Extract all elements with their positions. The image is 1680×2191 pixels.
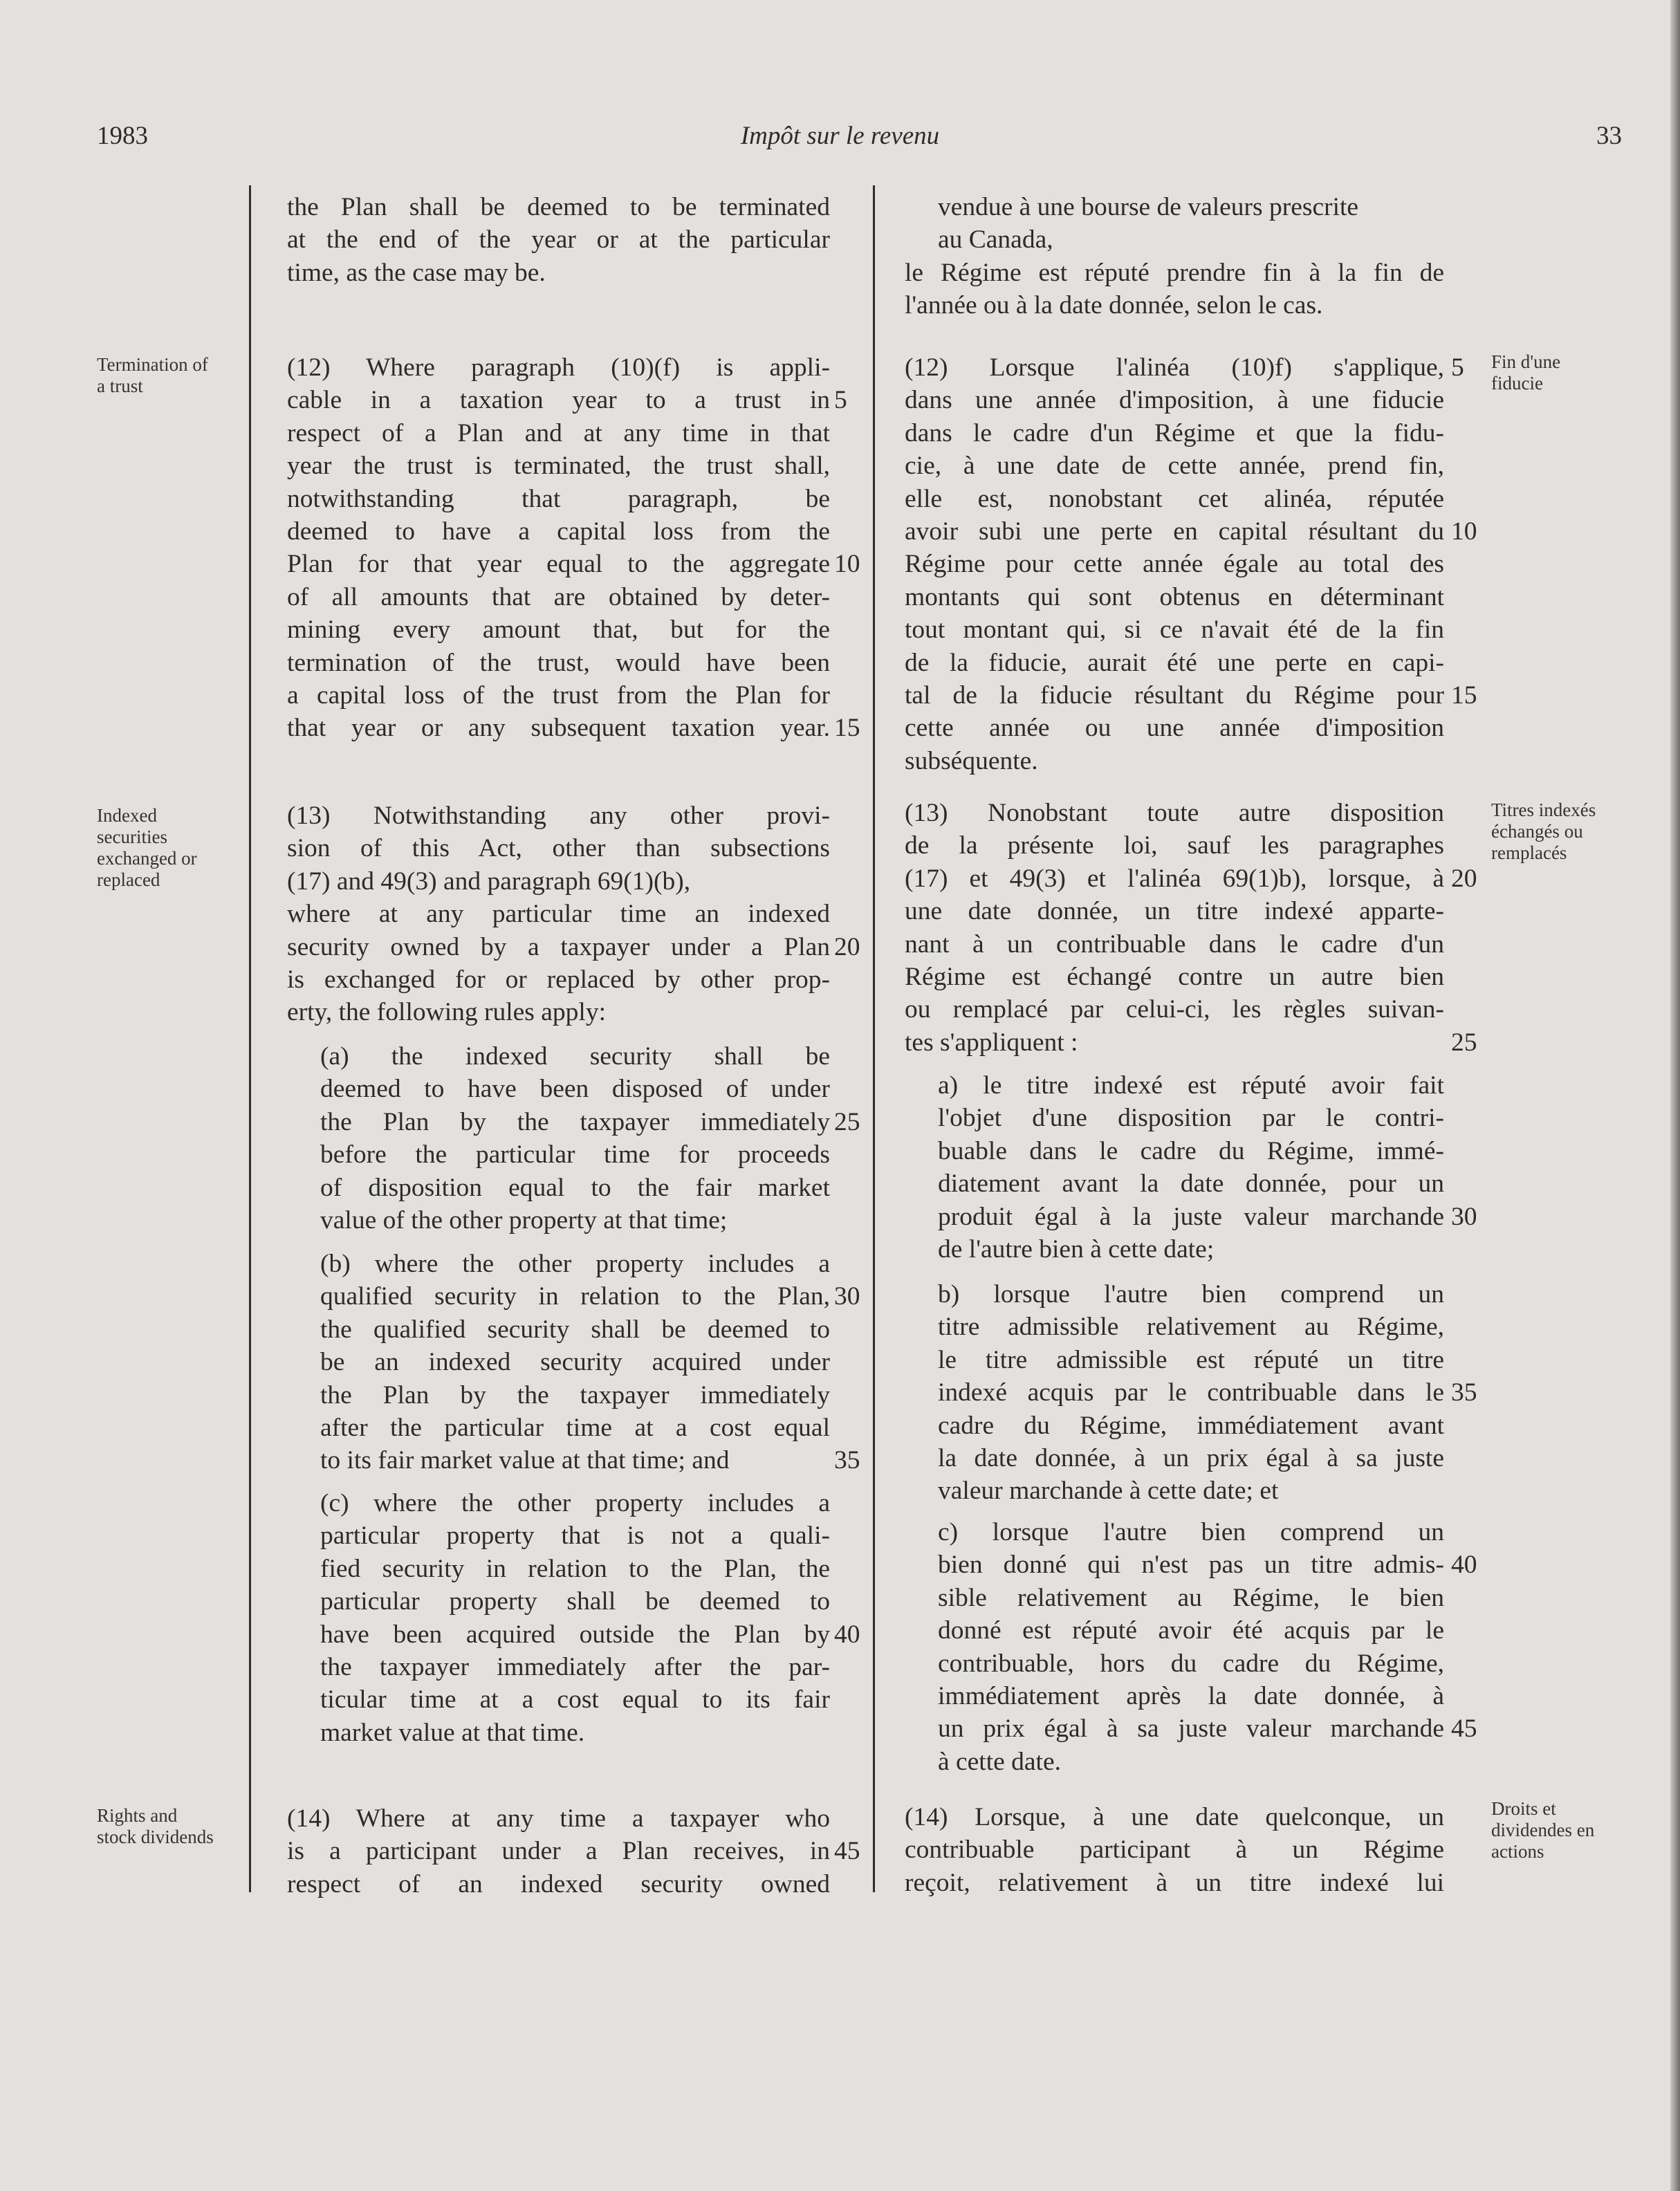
text-line: un prix égal à sa juste valeur marchande 45 — [938, 1712, 1444, 1745]
scan-edge — [1670, 0, 1680, 2191]
english-intro-paragraph — [287, 191, 830, 289]
text-line: le titre admissible est réputé un titre — [938, 1345, 1444, 1374]
text-line: de l'autre bien à cette date; — [938, 1235, 1215, 1264]
text-line: b) lorsque l'autre bien comprend un — [938, 1280, 1444, 1309]
text-line: termination of the trust, would have been — [287, 648, 830, 677]
line-number: 15 — [1451, 681, 1477, 710]
text-line: the qualified security shall be deemed to — [320, 1315, 830, 1344]
text-line: (14) Lorsque, à une date quelconque, un — [905, 1803, 1444, 1831]
text-line: a) le titre indexé est réputé avoir fait — [938, 1071, 1444, 1100]
text-line: buable dans le cadre du Régime, immé- — [938, 1136, 1444, 1165]
margin-note-droits-dividendes: Droits et dividendes en actions — [1491, 1798, 1595, 1862]
text-line: at the end of the year or at the particular — [287, 225, 830, 255]
english-subsection-12 — [287, 351, 860, 745]
text-line: the Plan shall be deemed to be terminated — [287, 193, 830, 221]
text-line: cie, à une date de cette année, prend fin, — [905, 452, 1444, 481]
text-line: respect of a Plan and at any time in that — [287, 418, 830, 447]
text-line: security owned by a taxpayer under a Plan 20 — [287, 931, 830, 963]
line-number: 35 — [834, 1446, 860, 1475]
text-line: contribuable participant à un Régime — [905, 1836, 1444, 1865]
text-line: before the particular time for proceeds — [320, 1140, 830, 1170]
margin-note-rights-and-stock-dividends: Rights and stock dividends — [97, 1805, 214, 1847]
line-number: 45 — [1451, 1714, 1477, 1744]
text-line: Régime pour cette année égale au total des — [905, 550, 1444, 579]
text-line: le Régime est réputé prendre fin à la fin de — [905, 258, 1444, 287]
text-line: qualified security in relation to the Plan, 30 — [320, 1280, 830, 1313]
left-column-rule — [249, 185, 251, 1892]
text-line: (12) Lorsque l'alinéa (10)f) s'applique, 5 — [905, 351, 1444, 384]
text-line: value of the other property at that time; — [320, 1206, 728, 1235]
english-subsection-14 — [287, 1802, 860, 1901]
line-number: 15 — [834, 714, 860, 743]
text-line: de la présente loi, sauf les paragraphes — [905, 831, 1444, 860]
page-number: 33 — [1596, 122, 1622, 150]
french-subsection-12 — [905, 351, 1477, 777]
text-line: ou remplacé par celui-ci, les règles suivan- — [905, 995, 1444, 1024]
text-line: montants qui sont obtenus en déterminant — [905, 582, 1444, 611]
text-line: au Canada, — [938, 225, 1053, 255]
text-line: mining every amount that, but for the — [287, 616, 830, 645]
line-number: 25 — [834, 1107, 860, 1136]
text-line: sion of this Act, other than subsections — [287, 834, 830, 863]
line-number: 20 — [834, 932, 860, 961]
text-line: (13) Nonobstant toute autre disposition — [905, 799, 1444, 827]
line-number: 10 — [834, 550, 860, 579]
line-number: 5 — [1451, 353, 1464, 382]
text-line: cadre du Régime, immédiatement avant — [938, 1411, 1444, 1440]
text-line: c) lorsque l'autre bien comprend un — [938, 1518, 1444, 1546]
line-number: 5 — [834, 386, 847, 415]
text-line: is exchanged for or replaced by other prop- — [287, 965, 830, 995]
text-line: the Plan by the taxpayer immediately 25 — [320, 1106, 830, 1138]
text-line: be an indexed security acquired under — [320, 1348, 830, 1377]
text-line: tes s'appliquent : 25 — [905, 1026, 1444, 1059]
text-line: (b) where the other property includes a — [320, 1250, 830, 1278]
text-line: have been acquired outside the Plan by 40 — [320, 1618, 830, 1651]
text-line: (a) the indexed security shall be — [320, 1042, 830, 1071]
french-subsection-14 — [905, 1801, 1444, 1899]
text-line: respect of an indexed security owned — [287, 1869, 830, 1898]
text-line: elle est, nonobstant cet alinéa, réputée — [905, 484, 1444, 513]
line-number: 45 — [834, 1837, 860, 1866]
line-number: 40 — [834, 1620, 860, 1649]
text-line: year the trust is terminated, the trust shall, — [287, 452, 830, 481]
text-line: reçoit, relativement à un titre indexé lui — [905, 1868, 1444, 1897]
text-line: immédiatement après la date donnée, à — [938, 1682, 1444, 1711]
text-line: market value at that time. — [320, 1718, 585, 1747]
text-line: of disposition equal to the fair market — [320, 1173, 830, 1202]
line-number: 40 — [1451, 1551, 1477, 1580]
french-subsection-13 — [905, 797, 1477, 1059]
text-line: to its fair market value at that time; and 35 — [320, 1444, 830, 1477]
text-line: (c) where the other property includes a — [320, 1489, 830, 1517]
french-paragraph-13a — [905, 1069, 1477, 1266]
text-line: of all amounts that are obtained by deter- — [287, 582, 830, 611]
french-paragraph-13b — [905, 1278, 1477, 1508]
text-line: tout montant qui, si ce n'avait été de la fin — [905, 616, 1444, 645]
text-line: (17) et 49(3) et l'alinéa 69(1)b), lorsque, à 20 — [905, 862, 1444, 895]
text-line: after the particular time at a cost equal — [320, 1414, 830, 1443]
english-paragraph-13b — [287, 1248, 860, 1477]
text-line: Plan for that year equal to the aggregate 10 — [287, 548, 830, 580]
text-line: tal de la fiducie résultant du Régime pour 15 — [905, 679, 1444, 712]
text-line: nant à un contribuable dans le cadre d'un — [905, 930, 1444, 959]
text-line: (13) Notwithstanding any other provi- — [287, 802, 830, 830]
margin-note-indexed-securities: Indexed securities exchanged or replaced — [97, 805, 197, 890]
margin-note-fin-fiducie: Fin d'une fiducie — [1491, 351, 1561, 394]
text-line: vendue à une bourse de valeurs prescrite — [938, 193, 1359, 221]
text-line: bien donné qui n'est pas un titre admis- 40 — [938, 1549, 1444, 1581]
margin-note-termination-of-trust: Termination of a trust — [97, 354, 208, 396]
line-number: 30 — [1451, 1202, 1477, 1231]
text-line: valeur marchande à cette date; et — [938, 1477, 1279, 1506]
text-line: ticular time at a cost equal to its fair — [320, 1685, 830, 1714]
text-line: particular property shall be deemed to — [320, 1587, 830, 1616]
text-line: cable in a taxation year to a trust in 5 — [287, 384, 830, 416]
french-intro-paragraph — [905, 191, 1444, 322]
text-line: that year or any subsequent taxation year. 15 — [287, 712, 830, 744]
header-year: 1983 — [97, 122, 148, 150]
text-line: contribuable, hors du cadre du Régime, — [938, 1649, 1444, 1678]
center-column-rule — [873, 185, 875, 1892]
text-line: the Plan by the taxpayer immediately — [320, 1380, 830, 1409]
english-paragraph-13c — [287, 1487, 860, 1749]
line-number: 25 — [1451, 1028, 1477, 1057]
text-line: the taxpayer immediately after the par- — [320, 1653, 830, 1682]
text-line: l'objet d'une disposition par le contri- — [938, 1104, 1444, 1133]
text-line: (12) Where paragraph (10)(f) is appli- — [287, 353, 830, 382]
line-number: 35 — [1451, 1378, 1477, 1407]
english-subsection-13 — [287, 799, 860, 1029]
text-line: titre admissible relativement au Régime, — [938, 1313, 1444, 1342]
text-line: Régime est échangé contre un autre bien — [905, 963, 1444, 992]
text-line: cette année ou une année d'imposition — [905, 714, 1444, 743]
text-line: where at any particular time an indexed — [287, 900, 830, 929]
text-line: produit égal à la juste valeur marchande 30 — [938, 1201, 1444, 1233]
line-number: 10 — [1451, 517, 1477, 546]
text-line: dans le cadre d'un Régime et que la fidu- — [905, 418, 1444, 447]
text-line: subséquente. — [905, 746, 1038, 775]
text-line: avoir subi une perte en capital résultant du 10 — [905, 515, 1444, 548]
text-line: particular property that is not a quali- — [320, 1522, 830, 1551]
text-line: à cette date. — [938, 1747, 1061, 1776]
line-number: 20 — [1451, 864, 1477, 893]
text-line: sible relativement au Régime, le bien — [938, 1583, 1444, 1612]
text-line: dans une année d'imposition, à une fiducie — [905, 386, 1444, 415]
text-line: notwithstanding that paragraph, be — [287, 484, 830, 513]
english-paragraph-13a — [287, 1040, 860, 1237]
text-line: diatement avant la date donnée, pour un — [938, 1170, 1444, 1199]
text-line: (14) Where at any time a taxpayer who — [287, 1804, 830, 1833]
text-line: donné est réputé avoir été acquis par le — [938, 1616, 1444, 1645]
text-line: is a participant under a Plan receives, in 45 — [287, 1835, 830, 1867]
text-line: indexé acquis par le contribuable dans le 35 — [938, 1376, 1444, 1409]
french-paragraph-13c — [905, 1516, 1477, 1778]
margin-note-titres-indexes: Titres indexés échangés ou remplacés — [1491, 799, 1596, 863]
text-line: (17) and 49(3) and paragraph 69(1)(b), — [287, 867, 691, 896]
text-line: fied security in relation to the Plan, the — [320, 1554, 830, 1583]
line-number: 30 — [834, 1282, 860, 1311]
running-title: Impôt sur le revenu — [740, 122, 940, 150]
text-line: de la fiducie, aurait été une perte en capi- — [905, 648, 1444, 677]
text-line: deemed to have a capital loss from the — [287, 517, 830, 546]
text-line: la date donnée, à un prix égal à sa juste — [938, 1444, 1444, 1473]
text-line: a capital loss of the trust from the Plan for — [287, 681, 830, 710]
text-line: deemed to have been disposed of under — [320, 1075, 830, 1104]
text-line: l'année ou à la date donnée, selon le cas. — [905, 291, 1323, 320]
text-line: une date donnée, un titre indexé apparte- — [905, 897, 1444, 926]
text-line: erty, the following rules apply: — [287, 998, 607, 1027]
text-line: time, as the case may be. — [287, 258, 546, 287]
